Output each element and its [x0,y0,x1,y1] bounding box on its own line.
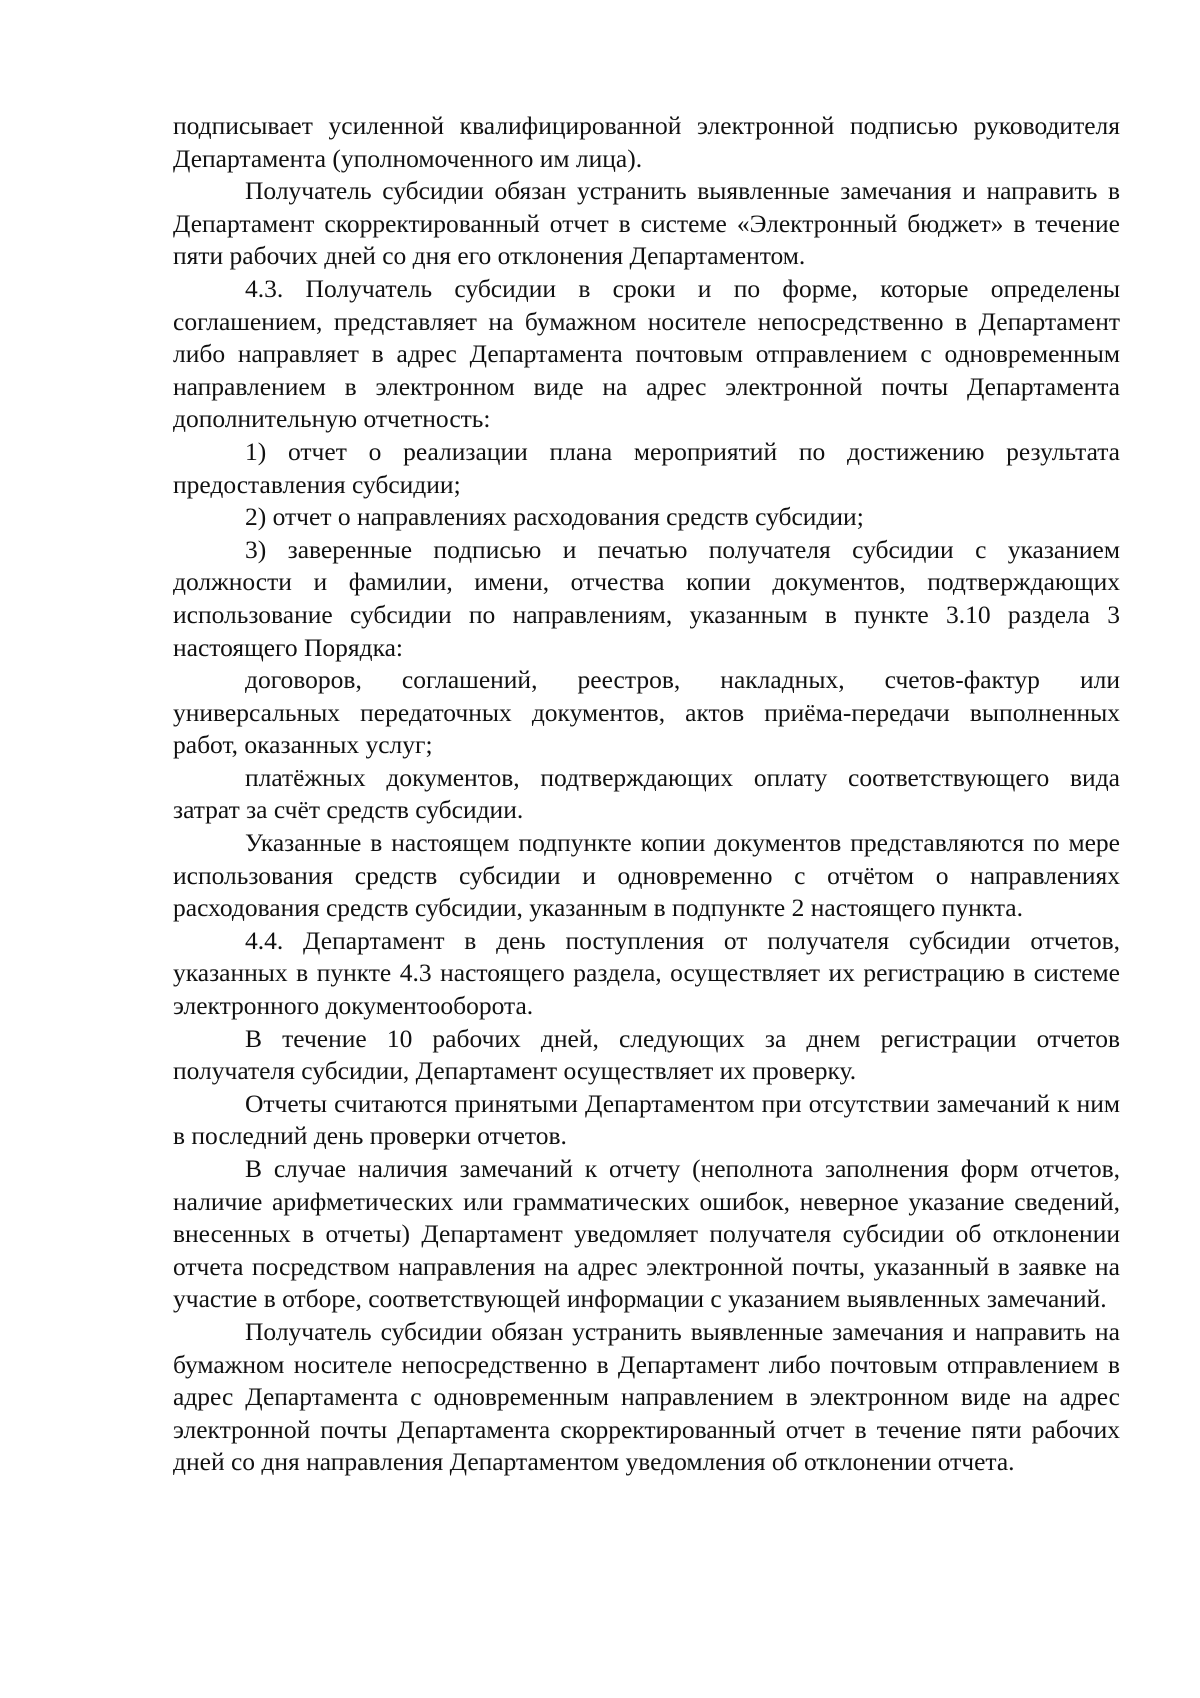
paragraph-reports-accepted: Отчеты считаются принятыми Департаментом при отсутствии замечаний к ним в последний день проверки отчетов. [173,1088,1120,1151]
document-page [173,110,1120,1479]
list-item-2: 2) отчет о направлениях расходования средств субсидии; [245,502,864,532]
paragraph-copies-submission: Указанные в настоящем подпункте копии документов представляются по мере использования средств субсидии и одновременно с отчётом о направлениях расходования средств субсидии, указанным в подпункте 2 настоящего пункта. [173,828,1120,923]
paragraph-correction-electronic-budget: Получатель субсидии обязан устранить выявленные замечания и направить в Департамент скорректированный отчет в системе «Электронный бюджет» в течение пяти рабочих дней со дня его отклонения Департаментом. [173,176,1120,271]
list-subitem-payments: платёжных документов, подтверждающих оплату соответствующего вида затрат за счёт средств субсидии. [173,762,1120,825]
list-item-1: 1) отчет о реализации плана мероприятий по достижению результата предоставления субсидии; [173,436,1120,499]
list-subitem-contracts: договоров, соглашений, реестров, накладных, счетов-фактур или универсальных передаточных документов, актов приёма-передачи выполненных работ, оказанных услуг; [173,665,1120,760]
list-item-3: 3) заверенные подписью и печатью получателя субсидии с указанием должности и фамилии, имени, отчества копии документов, подтверждающих использование субсидии по направлениям, указанным в пункте 3.10 раздела 3 настоящего Порядка: [173,534,1120,662]
paragraph-corrected-report: Получатель субсидии обязан устранить выявленные замечания и направить на бумажном носителе непосредственно в Департамент либо почтовым отправлением в адрес Департамента с одновременным направлением в электронном виде на адрес электронной почты Департамента скорректированный отчет в течение пяти рабочих дней со дня направления Департаментом уведомления об отклонении отчета. [173,1316,1120,1477]
paragraph-review-period: В течение 10 рабочих дней, следующих за днем регистрации отчетов получателя субсидии, Департамент осуществляет их проверку. [173,1023,1120,1086]
paragraph-remarks-notification: В случае наличия замечаний к отчету (неполнота заполнения форм отчетов, наличие арифметических или грамматических ошибок, неверное указание сведений, внесенных в отчеты) Департамент уведомляет получателя субсидии об отклонении отчета посредством направления на адрес электронной почты, указанный в заявке на участие в отборе, соответствующей информации с указанием выявленных замечаний. [173,1154,1120,1314]
paragraph-signature-continuation: подписывает усиленной квалифицированной электронной подписью руководителя Департамента (уполномоченного им лица). [173,111,1120,173]
paragraph-4-3: 4.3. Получатель субсидии в сроки и по форме, которые определены соглашением, представляет на бумажном носителе непосредственно в Департамент либо направляет в адрес Департамента почтовым отправлением с одновременным направлением в электронном виде на адрес электронной почты Департамента дополнительную отчетность: [173,273,1120,434]
paragraph-4-4: 4.4. Департамент в день поступления от получателя субсидии отчетов, указанных в пункте 4.3 настоящего раздела, осуществляет их регистрацию в системе электронного документооборота. [173,925,1120,1021]
